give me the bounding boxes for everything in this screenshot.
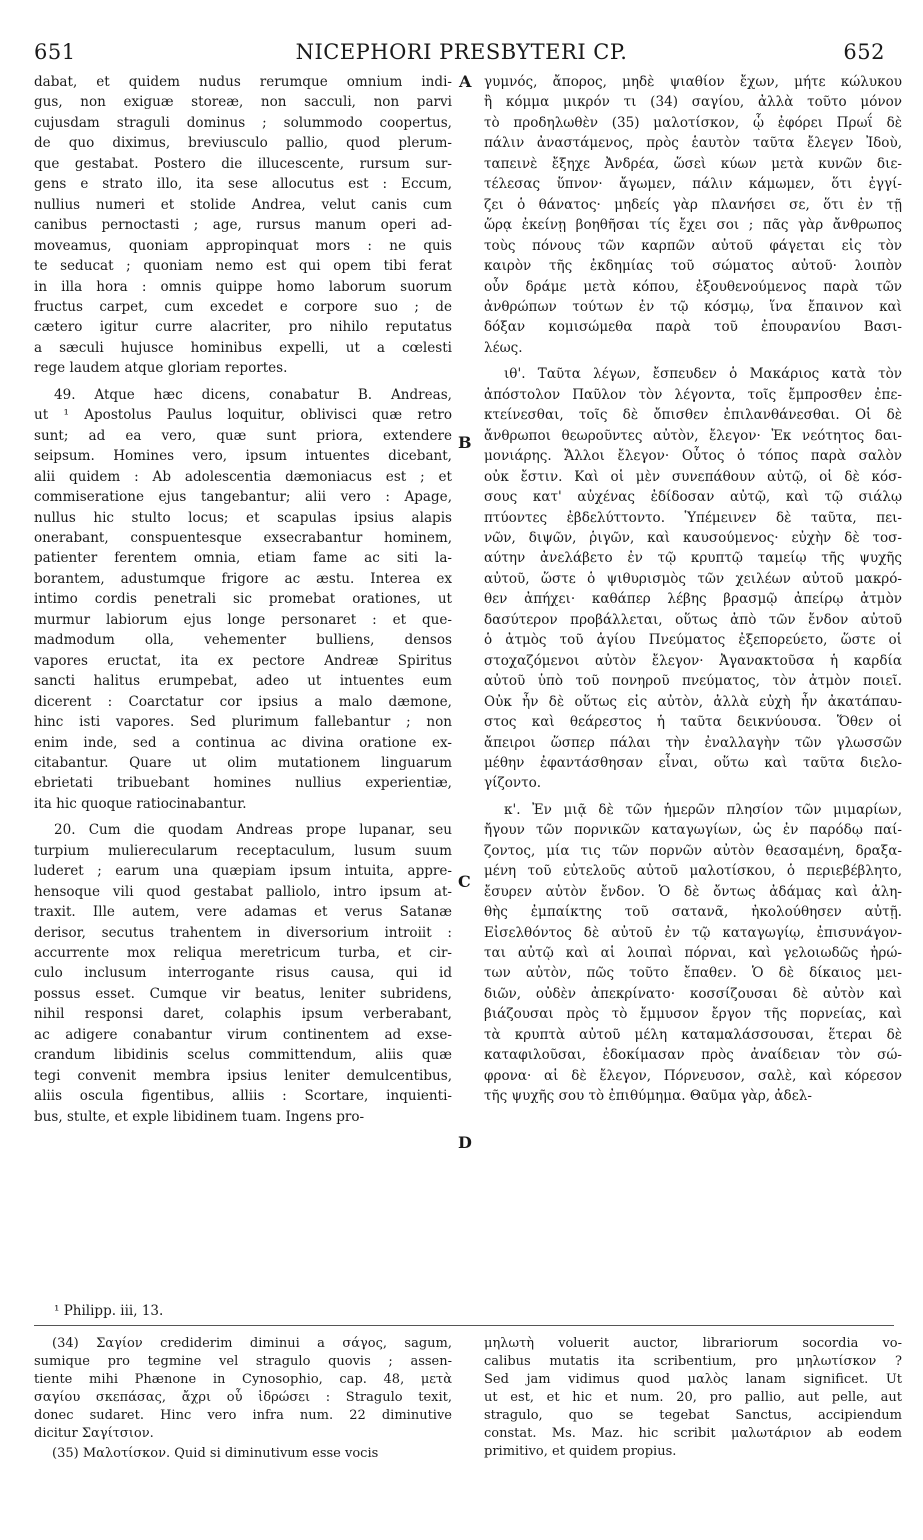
text-line: τέλεσας ὕπνον· ἄγωμεν, πάλιν κάμωμεν, ὅτι ἐγγί- — [484, 176, 902, 193]
text-line: tegi convenit membra ipsius leniter demulcentibus, — [34, 1067, 452, 1084]
text-line: ἄπειροι ὥσπερ πάλαι τὴν ἐναλλαγὴν τῶν γλωσσῶν — [484, 734, 902, 751]
text-line: tiente mihi Phænone in Cynosophio, cap. 48, μετὰ — [34, 1372, 452, 1387]
text-line: calibus mutatis ita scribentium, pro μηλωτίσκον ? — [484, 1354, 902, 1369]
text-line: patienter ferentem omnia, etiam fame ac siti la- — [34, 550, 452, 567]
text-line: moveamus, quoniam appropinquat mors : ne quis — [34, 237, 452, 254]
text-line: gus, non exiguæ storeæ, non sacculi, non parvi — [34, 94, 452, 111]
text-line: διῶν, οὐδὲν ἀπεκρίνατο· κοσσίζουσαι δὲ αὐτὸν καὶ — [484, 985, 902, 1002]
text-line: ται αὐτῷ καὶ αἱ λοιπαὶ πόρναι, καὶ γελοιωδῶς ἠρώ- — [484, 945, 902, 962]
text-line: dabat, et quidem nudus rerumque omnium indi- — [34, 74, 452, 90]
text-line: turpium mulierecularum receptaculum, lusum suum — [34, 842, 452, 859]
text-line: ἤγουν τῶν πορνικῶν καταγωγίων, ὡς ἐν παρόδῳ παί- — [484, 822, 902, 839]
text-line: te seducat ; quoniam nemo est qui opem tibi ferat — [34, 258, 452, 275]
text-line: 49. Atque hæc dicens, conabatur B. Andreas, — [54, 386, 452, 403]
text-line: Εἰσελθόντος δὲ αὐτοῦ ἐν τῷ καταγωγίῳ, ἐπισυνάγον- — [484, 924, 902, 941]
greek-column — [484, 72, 902, 1107]
text-line: ζοντος, μία τις τῶν πορνῶν αὐτὸν θεασαμένη, δραξα- — [484, 842, 902, 859]
text-line: onerabant, conspuentesque exsecrabantur hominem, — [34, 529, 452, 546]
text-line: bus, stulte, et exple libidinem tuam. Ingens pro- — [34, 1108, 365, 1125]
text-line: δασύτερον προβάλλεται, οὕτως ἀπὸ τῶν ἔνδον αὐτοῦ — [484, 611, 902, 628]
latin-column — [34, 72, 452, 1127]
text-line: Οὐκ ἦν δὲ οὕτως εἰς αὐτὸν, ἀλλὰ εὐχὴ ἦν ἀκατάπαυ- — [484, 693, 902, 710]
text-line: ταπεινὲ ἔξηχε Ἀνδρέα, ὥσεὶ κύων μετὰ κυνῶν διε- — [484, 155, 902, 172]
text-line: μένη τοῦ εὐτελοῦς αὐτοῦ μαλοτίσκου, ὁ περιεβέβλητο, — [484, 863, 902, 880]
text-line: πάλιν ἀναστάμενος, πρὸς ἑαυτὸν ταῦτα ἔλεγεν Ἰδοὺ, — [484, 135, 902, 152]
text-line: sancti halitus erumpebat, adeo ut intuentes eum — [34, 673, 452, 690]
text-line: constat. Ms. Maz. hic scribit μαλωτάριον ab eodem — [484, 1426, 902, 1441]
text-line: τὰ κρυπτὰ αὐτοῦ μέλη καταμαλάσσουσαι, ἕτεραι δὲ — [484, 1026, 902, 1043]
text-line: γυμνός, ἄπορος, μηδὲ ψιαθίον ἔχων, μήτε κώλυκου — [484, 74, 902, 90]
text-line: gens e strato illo, ita sese allocutus est : Eccum, — [34, 176, 452, 193]
text-line: γίζοντο. — [484, 775, 542, 792]
text-line: ut ¹ Apostolus Paulus loquitur, oblivisci quæ retro — [34, 407, 452, 424]
text-line: ut est, et hic et num. 20, pro pallio, aut pelle, aut — [484, 1390, 902, 1405]
text-line: derisor, secutus trahentem in diversorium introiit : — [34, 924, 452, 941]
text-line: ὁ ἀτμὸς τοῦ ἁγίου Πνεύματος ἐξεπορεύετο, ὥστε οἱ — [484, 632, 902, 649]
margin-letter-d: D — [458, 1133, 472, 1152]
text-line: ἀπόστολον Παῦλον τὸν λέγοντα, τοῖς ἔμπροσθεν ἐπε- — [484, 386, 902, 403]
text-line: hensoque vili quod gestabat palliolo, intro ipsum at- — [34, 883, 452, 900]
text-line: νῶν, διψῶν, ῥιγῶν, καὶ καυσούμενος· εὐχὴν δὲ τοσ- — [484, 529, 902, 546]
footnote-divider — [34, 1325, 894, 1326]
text-line: cætero igitur curre alacriter, pro nihilo reputatus — [34, 319, 452, 336]
text-line: μέθην ἐφαντάσθησαν εἶναι, οὕτω καὶ ταῦτα διελο- — [484, 754, 902, 771]
text-line: θεν ἀπήχει· καθάπερ λέβης βρασμῷ ἀπείρῳ ἀτμὸν — [484, 591, 902, 608]
text-line: ita hic quoque ratiocinabantur. — [34, 795, 247, 812]
text-line: σους κατ' αὐχένας ἐδίδοσαν αὐτῷ, καὶ τῷ σιάλῳ — [484, 489, 902, 506]
text-line: ebrietati tribuebant homines nullius experientiæ, — [34, 775, 452, 792]
text-line: sumique pro tegmine vel stragulo quovis ; assen- — [34, 1354, 452, 1369]
text-line: ἄνθρωποι θεωροῦντες αὐτὸν, ἔλεγον· Ἐκ νεότητος δαι- — [484, 427, 902, 444]
text-line: vapores eructat, ita ex pectore Andreæ Spiritus — [34, 652, 452, 669]
text-line: borantem, adustumque frigore ac æstu. Interea ex — [34, 570, 452, 587]
text-line: dicitur Σαγίτσιον. — [34, 1426, 154, 1441]
scripture-footnote: ¹ Philipp. iii, 13. — [54, 1303, 164, 1319]
text-line: στοχαζόμενοι αὐτὸν ἔλεγον· Ἀγανακτοῦσα ἡ καρδία — [484, 652, 902, 669]
text-line: ζει ὁ θάνατος· μηδείς γὰρ πλανήσει σε, ὅτι ἐν τῇ — [484, 196, 902, 213]
text-line: a sæculi hujusce hominibus expelli, ut a cœlesti — [34, 339, 452, 356]
text-line: μηλωτὴ voluerit auctor, librariorum socordia vo- — [484, 1336, 902, 1351]
text-line: sunt; ad ea vero, quæ sunt priora, extendere — [34, 427, 452, 444]
text-line: αὐτοῦ, ὥστε ὁ ψιθυρισμὸς τῶν χειλέων αὐτοῦ μακρό- — [484, 570, 902, 587]
text-line: culo inclusum interrogante risus causa, qui id — [34, 965, 452, 982]
text-line: seipsum. Homines vero, ipsum intuentes dicebant, — [34, 448, 452, 465]
text-line: κ'. Ἐν μιᾷ δὲ τῶν ἡμερῶν πλησίον τῶν μιμαρίων, — [504, 801, 902, 818]
text-line: primitivo, et quidem propius. — [484, 1444, 677, 1459]
text-line: θὴς ἐμπαίκτης τοῦ σατανᾶ, ἠκολούθησεν αὐτῇ. — [484, 904, 902, 921]
text-line: βιάζουσαι πρὸς τὸ ἔμμυσον ἔργον τῆς πορνείας, καὶ — [484, 1006, 902, 1023]
text-line: canibus pernoctasti ; age, rursus manum operi ad- — [34, 217, 452, 234]
text-line: luderet ; earum una quæpiam ipsum intuita, appre- — [34, 863, 452, 880]
text-line: que gestabat. Postero die illucescente, rursum sur- — [34, 155, 452, 172]
text-line: madmodum olla, vehementer bulliens, densos — [34, 632, 452, 649]
margin-letter-a: A — [459, 72, 472, 91]
text-line: rege laudem atque gloriam reportes. — [34, 360, 288, 377]
text-line: nihil responsi daret, colaphis ipsum verberabant, — [34, 1006, 452, 1023]
text-line: φρονα· αἱ δὲ ἔλεγον, Πόρνευσον, σαλὲ, καὶ κόρεσον — [484, 1067, 902, 1084]
text-line: murmur labiorum ejus longe personaret : et que- — [34, 611, 452, 628]
text-line: τὸ προδηλωθὲν (35) μαλοτίσκον, ᾧ ἐφόρει Πρωΐ δὲ — [484, 114, 902, 131]
text-line: σαγίου σκεπάσας, ἄχρι οὗ ἱδρώσει : Stragulo texit, — [34, 1390, 452, 1405]
text-line: possus esset. Cumque vir beatus, leniter subridens, — [34, 985, 452, 1002]
text-line: nullus hic stulto locus; et scapulas ipsius alapis — [34, 509, 452, 526]
text-line: (35) Μαλοτίσκον. Quid si diminutivum esse vocis — [52, 1446, 379, 1461]
text-line: alii quidem : Ab adolescentia dæmoniacus est ; et — [34, 468, 452, 485]
text-line: ιθ'. Ταῦτα λέγων, ἔσπευδεν ὁ Μακάριος κατὰ τὸν — [504, 366, 902, 383]
footnotes-left — [34, 1335, 452, 1463]
running-title: NICEPHORI PRESBYTERI CP. — [295, 40, 628, 64]
text-line: μονιάρης. Ἄλλοι ἔλεγον· Οὗτος ὁ τόπος παρὰ σαλὸν — [484, 448, 902, 465]
text-line: πτύοντες ἐβδελύττοντο. Ὑπέμεινεν δὲ ταῦτα, πει- — [484, 509, 902, 526]
margin-letter-b: B — [458, 433, 472, 452]
right-page-number: 652 — [843, 40, 885, 64]
text-line: ἢ κόμμα μικρόν τι (34) σαγίου, ἀλλὰ τοῦτο μόνον — [484, 94, 902, 111]
text-line: accurrente mox reliqua meretricum turba, et cir- — [34, 945, 452, 962]
text-line: donec sudaret. Hinc vero infra num. 22 diminutive — [34, 1408, 452, 1423]
text-line: τῆς ψυχῆς σου τὸ ἐπιθύμημα. Θαῦμα γὰρ, ἀδελ- — [484, 1088, 812, 1105]
text-line: τοὺς πόνους τῶν καρπῶν αὐτοῦ φάγεται εἰς τὸν — [484, 237, 902, 254]
text-line: hinc isti vapores. Sed plurimum fallebantur ; non — [34, 714, 452, 731]
margin-letter-c: C — [458, 872, 471, 891]
footnotes-right — [484, 1335, 902, 1461]
text-line: crandum libidinis scelus committendum, aliis quæ — [34, 1047, 452, 1064]
text-line: οὐκ ἔστιν. Καὶ οἱ μὲν συνεπάθουν αὐτῷ, οἱ δὲ κόσ- — [484, 468, 902, 485]
text-line: fructus carpet, cum excedet e corpore suo ; de — [34, 298, 452, 315]
text-line: αύτην ἀνελάβετο ἐν τῷ κρυπτῷ ταμείῳ τῆς ψυχῆς — [484, 550, 902, 567]
text-line: των αὐτὸν, πῶς τοῦτο ἔπαθεν. Ὁ δὲ δίκαιος μει- — [484, 965, 902, 982]
text-line: commiseratione ejus tangebantur; alii vero : Apage, — [34, 489, 452, 506]
text-line: de quo diximus, breviusculo pallio, quod plerum- — [34, 135, 452, 152]
text-line: intimo cordis penetrali sic promebat orationes, ut — [34, 591, 452, 608]
text-line: οὖν δράμε μετὰ κόπου, ἐξουθενούμενος παρὰ τῶν — [484, 278, 902, 295]
text-line: στος καὶ θεάρεστος ἡ ταῦτα δεικνύουσα. Ὅθεν οἱ — [484, 714, 902, 731]
text-line: καταφιλοῦσαι, ἐδοκίμασαν πρὸς ἀναίδειαν τὸν σώ- — [484, 1047, 902, 1064]
text-line: aliis oscula figentibus, alliis : Scortare, inquienti- — [34, 1088, 452, 1105]
text-line: ac adigere conabantur virum continentem ad exse- — [34, 1026, 452, 1043]
text-line: enim inde, sed a continua ac divina oratione ex- — [34, 734, 452, 751]
text-line: nullius numeri et stolide Andrea, velut canis cum — [34, 196, 452, 213]
text-line: (34) Σαγίον crediderim diminui a σάγος, sagum, — [52, 1336, 452, 1351]
left-page-number: 651 — [34, 40, 76, 64]
text-line: ἔσυρεν αὐτὸν ἔνδον. Ὁ δὲ ὄντως ἀδάμας καὶ ἀλη- — [484, 883, 902, 900]
text-line: καιρὸν τῆς ἐκδημίας τοῦ σώματος αὐτοῦ· λοιπὸν — [484, 258, 902, 275]
text-line: citabantur. Quare ut olim mutationem linguarum — [34, 754, 452, 771]
text-line: traxit. Ille autem, vere adamas et verus Satanæ — [34, 904, 452, 921]
text-line: κτείνεσθαι, τοῖς δὲ ὄπισθεν ἐπιλανθάνεσθαι. Οἱ δὲ — [484, 407, 902, 424]
text-line: ὥρᾳ ἐκείνῃ βοηθῆσαι τίς ἔχει σοι ; πᾶς γὰρ ἄνθρωπος — [484, 217, 902, 234]
text-line: Sed jam vidimus quod μαλὸς lanam significet. Ut — [484, 1372, 902, 1387]
text-line: δόξαν κομισώμεθα παρὰ τοῦ ἐπουρανίου Βασι- — [484, 319, 902, 336]
text-line: 20. Cum die quodam Andreas prope lupanar, seu — [54, 822, 452, 839]
text-line: ἀνθρώπων τούτων ἐν τῷ κόσμῳ, ἵνα ἔπαινον καὶ — [484, 298, 902, 315]
text-line: dicerent : Coarctatur cor ipsius a malo dæmone, — [34, 693, 452, 710]
text-line: in illa hora : omnis quippe homo laborum suorum — [34, 278, 452, 295]
text-line: λέως. — [484, 339, 523, 356]
text-line: stragulo, quo se tegebat Sanctus, accipiendum — [484, 1408, 902, 1423]
text-line: cujusdam straguli dominus ; solummodo coopertus, — [34, 114, 452, 131]
text-line: αὐτοῦ ὑπὸ τοῦ πονηροῦ πνεύματος, τὸν ἀτμὸν ποιεῖ. — [484, 673, 902, 690]
